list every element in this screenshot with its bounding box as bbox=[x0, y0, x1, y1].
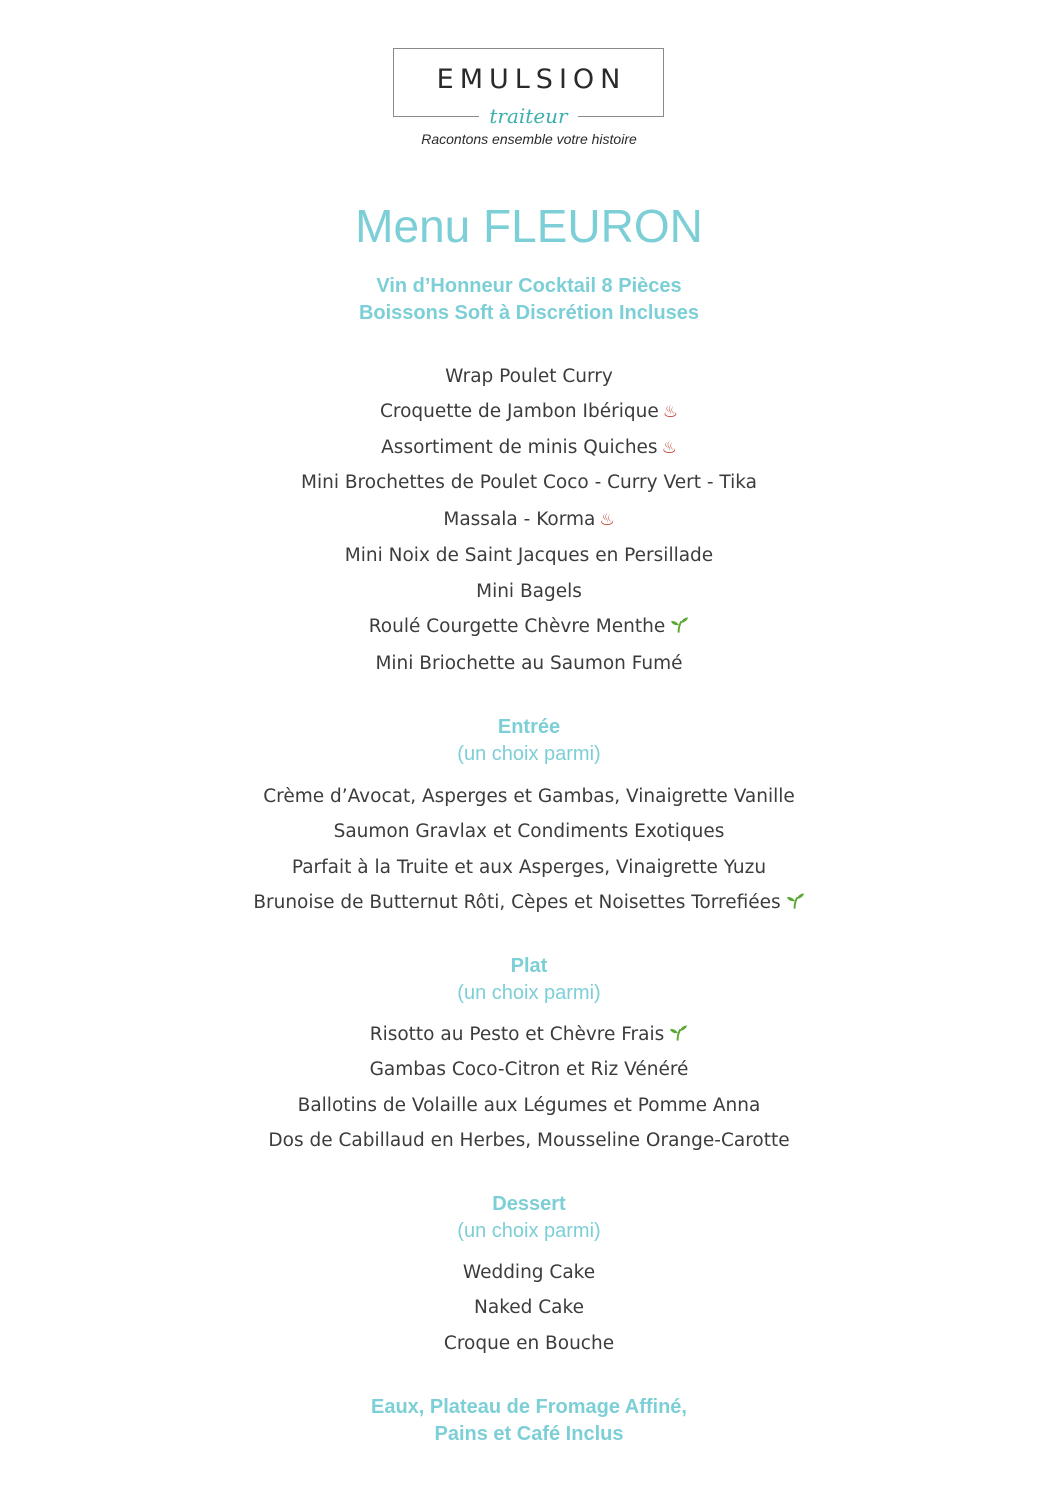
cocktail-heading-line1: Vin d’Honneur Cocktail 8 Pièces bbox=[376, 275, 682, 297]
cocktail-heading-line2: Boissons Soft à Discrétion Incluses bbox=[358, 302, 700, 324]
hot-icon: ♨ bbox=[662, 402, 678, 422]
vegetarian-sprout-icon bbox=[669, 1024, 688, 1042]
dessert-item: Wedding Cake bbox=[462, 1262, 596, 1283]
entree-item: Brunoise de Butternut Rôti, Cèpes et Noisettes Torrefiées bbox=[0, 891, 1058, 915]
footer-line1: Eaux, Plateau de Fromage Affiné, bbox=[370, 1396, 687, 1418]
cocktail-item: Mini Noix de Saint Jacques en Persillade bbox=[344, 545, 714, 566]
vegetarian-sprout-icon bbox=[786, 892, 805, 910]
plat-item: Risotto au Pesto et Chèvre Frais bbox=[0, 1023, 1058, 1047]
cocktail-item: Wrap Poulet Curry bbox=[445, 366, 613, 387]
entree-item: Crème d’Avocat, Asperges et Gambas, Vinaigrette Vanille bbox=[263, 786, 795, 807]
dessert-item: Croque en Bouche bbox=[443, 1333, 615, 1354]
entree-item: Saumon Gravlax et Condiments Exotiques bbox=[333, 821, 725, 842]
plat-item: Dos de Cabillaud en Herbes, Mousseline Orange-Carotte bbox=[268, 1130, 790, 1151]
cocktail-item: Mini Bagels bbox=[476, 581, 582, 602]
plat-item: Ballotins de Volaille aux Légumes et Pomme Anna bbox=[297, 1095, 761, 1116]
cocktail-item: Mini Briochette au Saumon Fumé bbox=[375, 653, 683, 674]
hot-icon: ♨ bbox=[599, 510, 615, 530]
entree-heading: Entrée bbox=[497, 716, 561, 738]
hot-icon: ♨ bbox=[661, 438, 677, 458]
entree-item: Parfait à la Truite et aux Asperges, Vinaigrette Yuzu bbox=[291, 857, 767, 878]
plat-item: Gambas Coco-Citron et Riz Vénéré bbox=[369, 1059, 689, 1080]
cocktail-item: Roulé Courgette Chèvre Menthe bbox=[0, 615, 1058, 639]
plat-subheading: (un choix parmi) bbox=[457, 982, 601, 1004]
plat-heading: Plat bbox=[510, 955, 548, 977]
logo-name: EMULSION bbox=[436, 64, 627, 95]
cocktail-item: Massala - Korma ♨ bbox=[443, 509, 615, 530]
entree-subheading: (un choix parmi) bbox=[457, 743, 601, 765]
dessert-heading: Dessert bbox=[492, 1193, 566, 1215]
menu-title: Menu FLEURON bbox=[355, 200, 703, 252]
cocktail-item: Mini Brochettes de Poulet Coco - Curry Vert - Tika bbox=[301, 472, 757, 493]
cocktail-item: Croquette de Jambon Ibérique ♨ bbox=[380, 401, 678, 422]
logo-tagline: Racontons ensemble votre histoire bbox=[421, 131, 637, 147]
dessert-item: Naked Cake bbox=[474, 1297, 584, 1318]
dessert-subheading: (un choix parmi) bbox=[457, 1220, 601, 1242]
footer-line2: Pains et Café Inclus bbox=[434, 1423, 624, 1445]
logo-subtitle: traiteur bbox=[479, 104, 577, 128]
vegetarian-sprout-icon bbox=[670, 616, 689, 634]
logo-subtitle-wrap bbox=[393, 104, 664, 128]
cocktail-item: Assortiment de minis Quiches ♨ bbox=[381, 437, 677, 458]
